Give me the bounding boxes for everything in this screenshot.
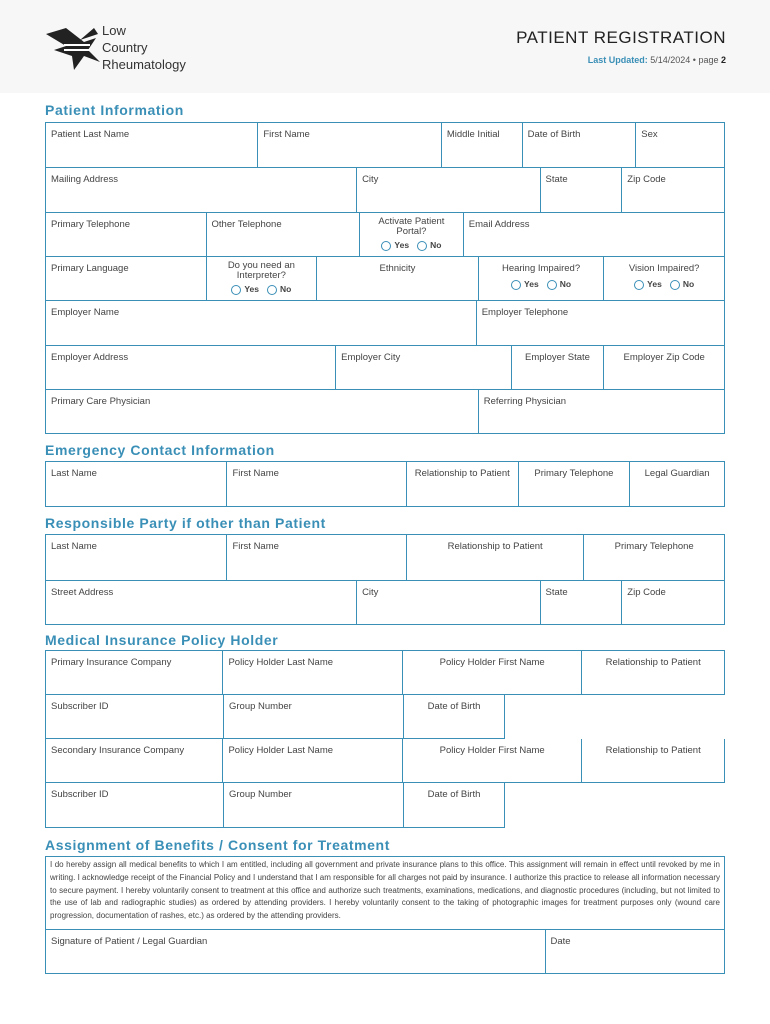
rp-zip-field[interactable]: Zip Code [621, 581, 724, 624]
primary-company-field[interactable]: Primary Insurance Company [51, 657, 172, 668]
employer-phone-field[interactable]: Employer Telephone [476, 301, 724, 345]
employer-zip-field[interactable]: Employer Zip Code [603, 346, 724, 389]
s-subscriber-field[interactable]: Subscriber ID [51, 789, 109, 800]
rp-first-name-field[interactable]: First Name [226, 535, 405, 580]
primary-phone-field[interactable]: Primary Telephone [51, 219, 131, 230]
s-relationship-field[interactable]: Relationship to Patient [581, 739, 724, 782]
p-relationship-field[interactable]: Relationship to Patient [581, 651, 724, 694]
consent-text: I do hereby assign all medical benefits to which I am entitled, including all government and private insurance plans to this office. This assignment will remain in effect until revoked by me in writing. I acknowledge receipt of the Financial Policy and I understand that I am responsible for all charges not paid by insurance. I authorize this practice to release all information necessary to secure payment. I hereby voluntarily consent to treatment at this office and authorize such treatments, examinations, medications, and diagnostic procedures (including, but not limited to the use of lab and radiographic studies) as ordered by attending providers. I hereby voluntarily consent to the taking of photographic images for treatment purposes only (wound care progression, documentation of rashes, etc.) as ordered by the attending providers. [50, 860, 720, 921]
secondary-company-field[interactable]: Secondary Insurance Company [51, 745, 185, 756]
rp-street-field[interactable]: Street Address [51, 587, 114, 598]
dob-field[interactable]: Date of Birth [522, 123, 636, 167]
mailing-address-field[interactable]: Mailing Address [51, 174, 119, 185]
hearing-field: Hearing Impaired? Yes No [478, 257, 604, 300]
portal-no-radio[interactable]: No [417, 240, 441, 251]
ec-first-name-field[interactable]: First Name [226, 462, 405, 506]
last-updated: Last Updated: 5/14/2024 • page 2 [587, 55, 726, 65]
other-phone-field[interactable]: Other Telephone [206, 213, 360, 256]
zip-field[interactable]: Zip Code [621, 168, 724, 212]
insurance-title: Medical Insurance Policy Holder [45, 632, 279, 648]
ec-phone-field[interactable]: Primary Telephone [518, 462, 630, 506]
logo-text: Low Country Rheumatology [102, 23, 186, 72]
ec-last-name-field[interactable]: Last Name [51, 468, 97, 479]
p-subscriber-field[interactable]: Subscriber ID [51, 701, 109, 712]
first-name-field[interactable]: First Name [257, 123, 440, 167]
hearing-yes-radio[interactable]: Yes [511, 279, 539, 290]
rp-state-field[interactable]: State [540, 581, 622, 624]
interpreter-yes-radio[interactable]: Yes [231, 284, 259, 295]
vision-yes-radio[interactable]: Yes [634, 279, 662, 290]
pcp-field[interactable]: Primary Care Physician [51, 396, 151, 407]
portal-field: Activate Patient Portal? Yes No [359, 213, 463, 256]
employer-address-field[interactable]: Employer Address [51, 352, 129, 363]
interpreter-field: Do you need an Interpreter? Yes No [206, 257, 317, 300]
page-header [0, 0, 770, 93]
referring-field[interactable]: Referring Physician [478, 390, 724, 433]
email-field[interactable]: Email Address [463, 213, 724, 256]
ethnicity-field[interactable]: Ethnicity [316, 257, 478, 300]
consent-grid [45, 856, 725, 974]
s-dob-field[interactable]: Date of Birth [403, 783, 504, 827]
interpreter-no-radio[interactable]: No [267, 284, 291, 295]
p-dob-field[interactable]: Date of Birth [403, 695, 504, 738]
responsible-title: Responsible Party if other than Patient [45, 515, 326, 531]
p-group-field[interactable]: Group Number [223, 695, 403, 738]
city-field[interactable]: City [356, 168, 539, 212]
vision-no-radio[interactable]: No [670, 279, 694, 290]
emergency-title: Emergency Contact Information [45, 442, 275, 458]
hearing-no-radio[interactable]: No [547, 279, 571, 290]
portal-yes-radio[interactable]: Yes [381, 240, 409, 251]
ec-guardian-field[interactable]: Legal Guardian [629, 462, 724, 506]
rp-last-name-field[interactable]: Last Name [51, 541, 97, 552]
p-holder-last-field[interactable]: Policy Holder Last Name [222, 651, 401, 694]
employer-state-field[interactable]: Employer State [511, 346, 604, 389]
rp-relationship-field[interactable]: Relationship to Patient [406, 535, 583, 580]
rp-phone-field[interactable]: Primary Telephone [583, 535, 724, 580]
p-holder-first-field[interactable]: Policy Holder First Name [402, 651, 581, 694]
page-title: PATIENT REGISTRATION [516, 28, 726, 47]
s-group-field[interactable]: Group Number [223, 783, 403, 827]
s-holder-first-field[interactable]: Policy Holder First Name [402, 739, 581, 782]
insurance-grid [45, 650, 725, 828]
s-holder-last-field[interactable]: Policy Holder Last Name [222, 739, 401, 782]
employer-name-field[interactable]: Employer Name [51, 307, 120, 318]
language-field[interactable]: Primary Language [51, 263, 129, 274]
consent-title: Assignment of Benefits / Consent for Treatment [45, 837, 390, 853]
emergency-grid [45, 461, 725, 507]
rp-city-field[interactable]: City [356, 581, 539, 624]
state-field[interactable]: State [540, 168, 622, 212]
vision-field: Vision Impaired? Yes No [603, 257, 724, 300]
patient-info-title: Patient Information [45, 102, 184, 118]
signature-field[interactable]: Signature of Patient / Legal Guardian [51, 936, 208, 947]
middle-initial-field[interactable]: Middle Initial [441, 123, 522, 167]
signature-date-field[interactable]: Date [545, 930, 724, 973]
responsible-grid [45, 534, 725, 625]
sex-field[interactable]: Sex [635, 123, 724, 167]
employer-city-field[interactable]: Employer City [335, 346, 510, 389]
patient-last-name-field[interactable]: Patient Last Name [51, 129, 130, 140]
ec-relationship-field[interactable]: Relationship to Patient [406, 462, 518, 506]
patient-info-grid [45, 122, 725, 434]
